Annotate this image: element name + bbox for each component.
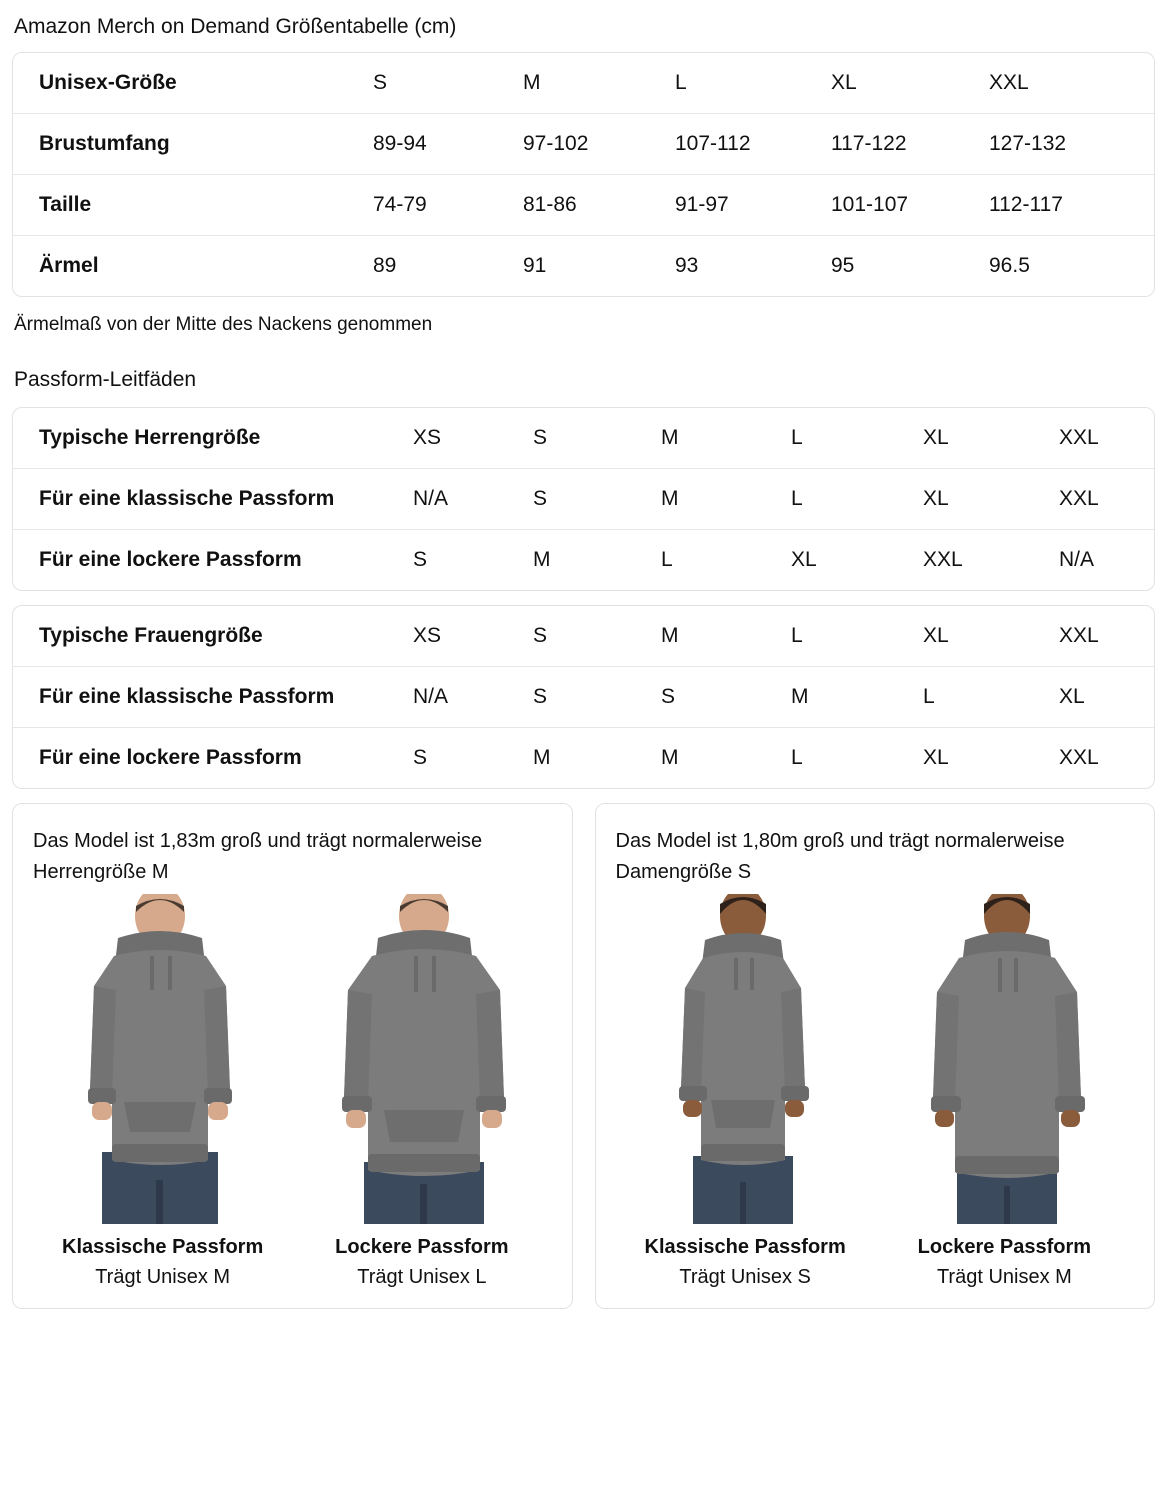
figure-classic-fit-male: [33, 894, 287, 1224]
figure-label-loose: [875, 1232, 1134, 1292]
model-figures: [33, 894, 552, 1224]
figure-labels: [33, 1232, 552, 1292]
cell: 107-112: [675, 114, 831, 175]
cell: S: [533, 624, 548, 647]
model-cards-row: [12, 803, 1155, 1309]
womens-fit-table: [13, 606, 1154, 788]
cell: 96.5: [989, 236, 1154, 297]
cell: XL: [923, 624, 949, 647]
figure-loose-fit-female: [880, 894, 1134, 1224]
cell: 89: [373, 236, 523, 297]
cell: S: [413, 530, 533, 591]
cell: 112-117: [989, 175, 1154, 236]
row-header: Unisex-Größe: [39, 71, 177, 94]
male-loose-fit-illustration: [304, 894, 544, 1224]
cell: 91-97: [675, 175, 831, 236]
cell: S: [413, 728, 533, 789]
row-header: Typische Frauengröße: [39, 624, 263, 647]
mens-fit-table: [13, 408, 1154, 590]
cell: 89-94: [373, 114, 523, 175]
cell: XL: [923, 728, 1059, 789]
page-title: Amazon Merch on Demand Größentabelle (cm): [14, 15, 457, 38]
mens-model-card: [12, 803, 573, 1309]
sleeve-measure-note: Ärmelmaß von der Mitte des Nackens genommen: [14, 314, 433, 335]
table-row: [13, 236, 1154, 297]
model-caption: Das Model ist 1,80m groß und trägt normalerweise Damengröße S: [615, 830, 1065, 883]
cell: 91: [523, 236, 675, 297]
table-row: [13, 175, 1154, 236]
row-header: Ärmel: [13, 236, 373, 297]
row-header: Brustumfang: [13, 114, 373, 175]
cell: XXL: [923, 530, 1059, 591]
cell: XL: [923, 469, 1059, 530]
cell: S: [533, 426, 548, 449]
cell: L: [791, 469, 923, 530]
unisex-size-table: [13, 53, 1154, 296]
table-row: [13, 667, 1154, 728]
cell: L: [791, 624, 803, 647]
fit-name: Lockere Passform: [335, 1236, 509, 1258]
cell: 81-86: [523, 175, 675, 236]
cell: 117-122: [831, 114, 989, 175]
cell: M: [661, 469, 791, 530]
cell: XXL: [989, 71, 1029, 94]
fit-wears: Trägt Unisex L: [357, 1266, 487, 1288]
cell: 93: [675, 236, 831, 297]
row-header: Für eine klassische Passform: [13, 667, 413, 728]
cell: S: [533, 469, 661, 530]
table-row: [13, 728, 1154, 789]
male-classic-fit-illustration: [40, 894, 280, 1224]
cell: S: [533, 667, 661, 728]
row-header: Für eine lockere Passform: [13, 530, 413, 591]
fit-name: Klassische Passform: [644, 1236, 846, 1258]
row-header: Für eine klassische Passform: [13, 469, 413, 530]
cell: L: [791, 426, 803, 449]
table-row: [13, 114, 1154, 175]
cell: L: [791, 728, 923, 789]
fit-name: Klassische Passform: [62, 1236, 264, 1258]
table-row: [13, 408, 1154, 469]
figure-labels: [616, 1232, 1135, 1292]
female-classic-fit-illustration: [623, 894, 863, 1224]
cell: XL: [791, 530, 923, 591]
cell: M: [791, 667, 923, 728]
cell: XXL: [1059, 426, 1099, 449]
cell: XL: [923, 426, 949, 449]
figure-label-classic: [33, 1232, 292, 1292]
cell: XXL: [1059, 728, 1154, 789]
cell: M: [533, 530, 661, 591]
fit-guides-label: Passform-Leitfäden: [14, 368, 197, 391]
cell: M: [661, 728, 791, 789]
cell: 95: [831, 236, 989, 297]
cell: L: [923, 667, 1059, 728]
model-figures: [616, 894, 1135, 1224]
cell: N/A: [413, 469, 533, 530]
cell: N/A: [1059, 530, 1154, 591]
cell: M: [533, 728, 661, 789]
cell: XS: [413, 624, 442, 647]
cell: XL: [831, 71, 857, 94]
female-loose-fit-illustration: [887, 894, 1127, 1224]
cell: M: [661, 426, 679, 449]
mens-fit-table-card: [12, 407, 1155, 591]
cell: N/A: [413, 667, 533, 728]
row-header: Für eine lockere Passform: [13, 728, 413, 789]
fit-wears: Trägt Unisex M: [936, 1266, 1072, 1288]
table-row: [13, 469, 1154, 530]
cell: 97-102: [523, 114, 675, 175]
figure-label-loose: [292, 1232, 551, 1292]
cell: XS: [413, 426, 442, 449]
cell: 74-79: [373, 175, 523, 236]
cell: S: [661, 667, 791, 728]
cell: S: [373, 71, 388, 94]
cell: 127-132: [989, 114, 1154, 175]
figure-classic-fit-female: [616, 894, 870, 1224]
cell: L: [661, 530, 791, 591]
model-caption: Das Model ist 1,83m groß und trägt normalerweise Herrengröße M: [33, 830, 483, 883]
cell: XL: [1059, 667, 1154, 728]
fit-name: Lockere Passform: [917, 1236, 1092, 1258]
row-header: Typische Herrengröße: [39, 426, 261, 449]
figure-label-classic: [616, 1232, 875, 1292]
table-row: [13, 530, 1154, 591]
cell: M: [661, 624, 679, 647]
cell: 101-107: [831, 175, 989, 236]
womens-model-card: [595, 803, 1156, 1309]
fit-wears: Trägt Unisex M: [95, 1266, 231, 1288]
row-header: Taille: [13, 175, 373, 236]
cell: L: [675, 71, 687, 94]
figure-loose-fit-male: [297, 894, 551, 1224]
unisex-size-table-card: [12, 52, 1155, 297]
fit-wears: Trägt Unisex S: [679, 1266, 811, 1288]
table-row: [13, 53, 1154, 114]
cell: M: [523, 71, 541, 94]
cell: XXL: [1059, 624, 1099, 647]
cell: XXL: [1059, 469, 1154, 530]
womens-fit-table-card: [12, 605, 1155, 789]
table-row: [13, 606, 1154, 667]
